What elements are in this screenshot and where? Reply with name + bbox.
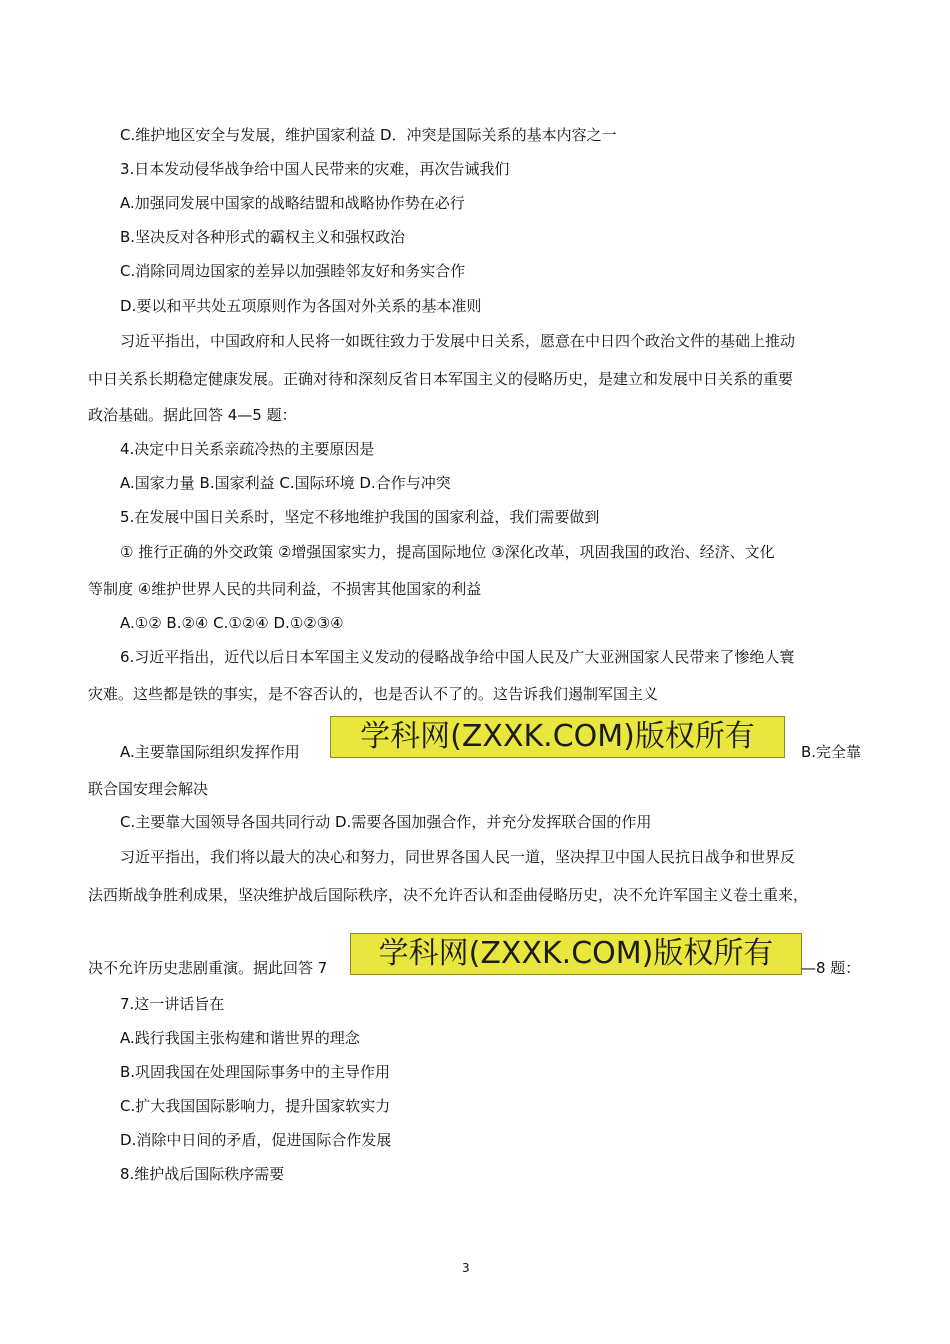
passage-4-5-line-1: 习近平指出，中国政府和人民将一如既往致力于发展中日关系，愿意在中日四个政治文件的基础上推动 <box>120 332 796 350</box>
page-number: 3 <box>462 1261 470 1275</box>
question-4: 4.决定中日关系亲疏冷热的主要原因是 <box>120 440 375 458</box>
question-7: 7.这一讲话旨在 <box>120 995 225 1013</box>
option-c-q7: C.扩大我国国际影响力，提升国家软实力 <box>120 1097 391 1115</box>
watermark-1: 学科网(ZXXK.COM)版权所有 <box>330 716 785 758</box>
question-5: 5.在发展中国日关系时，坚定不移地维护我国的国家利益，我们需要做到 <box>120 508 600 526</box>
option-d-q3: D.要以和平共处五项原则作为各国对外关系的基本准则 <box>120 297 482 315</box>
option-a-q3: A.加强同发展中国家的战略结盟和战略协作势在必行 <box>120 194 465 212</box>
question-8: 8.维护战后国际秩序需要 <box>120 1165 285 1183</box>
statements-q5-line-1: ① 推行正确的外交政策 ②增强国家实力，提高国际地位 ③深化改革，巩固我国的政治、经济、文化 <box>120 543 775 561</box>
option-a-q7: A.践行我国主张构建和谐世界的理念 <box>120 1029 360 1047</box>
passage-4-5-line-2: 中日关系长期稳定健康发展。正确对待和深刻反省日本军国主义的侵略历史，是建立和发展中日关系的重要 <box>88 370 794 388</box>
options-q4: A.国家力量 B.国家利益 C.国际环境 D.合作与冲突 <box>120 474 451 492</box>
option-b-q7: B.巩固我国在处理国际事务中的主导作用 <box>120 1063 391 1081</box>
option-d-q7: D.消除中日间的矛盾，促进国际合作发展 <box>120 1131 392 1149</box>
option-a-q6: A.主要靠国际组织发挥作用 <box>120 743 300 761</box>
passage-7-8-line-1: 习近平指出，我们将以最大的决心和努力，同世界各国人民一道，坚决捍卫中国人民抗日战争和世界反 <box>120 848 796 866</box>
question-6-line-1: 6.习近平指出，近代以后日本军国主义发动的侵略战争给中国人民及广大亚洲国家人民带来了惨绝人寰 <box>120 648 795 666</box>
passage-7-8-line-3-end: —8 题： <box>801 959 861 977</box>
watermark-2: 学科网(ZXXK.COM)版权所有 <box>350 933 802 975</box>
question-6-line-2: 灾难。这些都是铁的事实，是不容否认的，也是否认不了的。这告诉我们遏制军国主义 <box>88 685 659 703</box>
passage-7-8-line-3: 决不允许历史悲剧重演。据此回答 7 <box>88 959 328 977</box>
option-c-q3: C.消除同周边国家的差异以加强睦邻友好和务实合作 <box>120 262 466 280</box>
option-b-q6: B.完全靠 <box>801 743 862 761</box>
question-3: 3.日本发动侵华战争给中国人民带来的灾难，再次告诫我们 <box>120 160 510 178</box>
statements-q5-line-2: 等制度 ④维护世界人民的共同利益，不损害其他国家的利益 <box>88 580 482 598</box>
options-cd-q6: C.主要靠大国领导各国共同行动 D.需要各国加强合作，并充分发挥联合国的作用 <box>120 813 652 831</box>
passage-7-8-line-2: 法西斯战争胜利成果，坚决维护战后国际秩序，决不允许否认和歪曲侵略历史，决不允许军国主义卷土重来， <box>88 886 809 904</box>
options-q5: A.①② B.②④ C.①②④ D.①②③④ <box>120 614 344 632</box>
option-b-q6-cont: 联合国安理会解决 <box>88 780 209 798</box>
passage-4-5-line-3: 政治基础。据此回答 4—5 题： <box>88 406 297 424</box>
option-b-q3: B.坚决反对各种形式的霸权主义和强权政治 <box>120 228 406 246</box>
option-c-q2: C.维护地区安全与发展，维护国家利益 D．冲突是国际关系的基本内容之一 <box>120 126 617 144</box>
